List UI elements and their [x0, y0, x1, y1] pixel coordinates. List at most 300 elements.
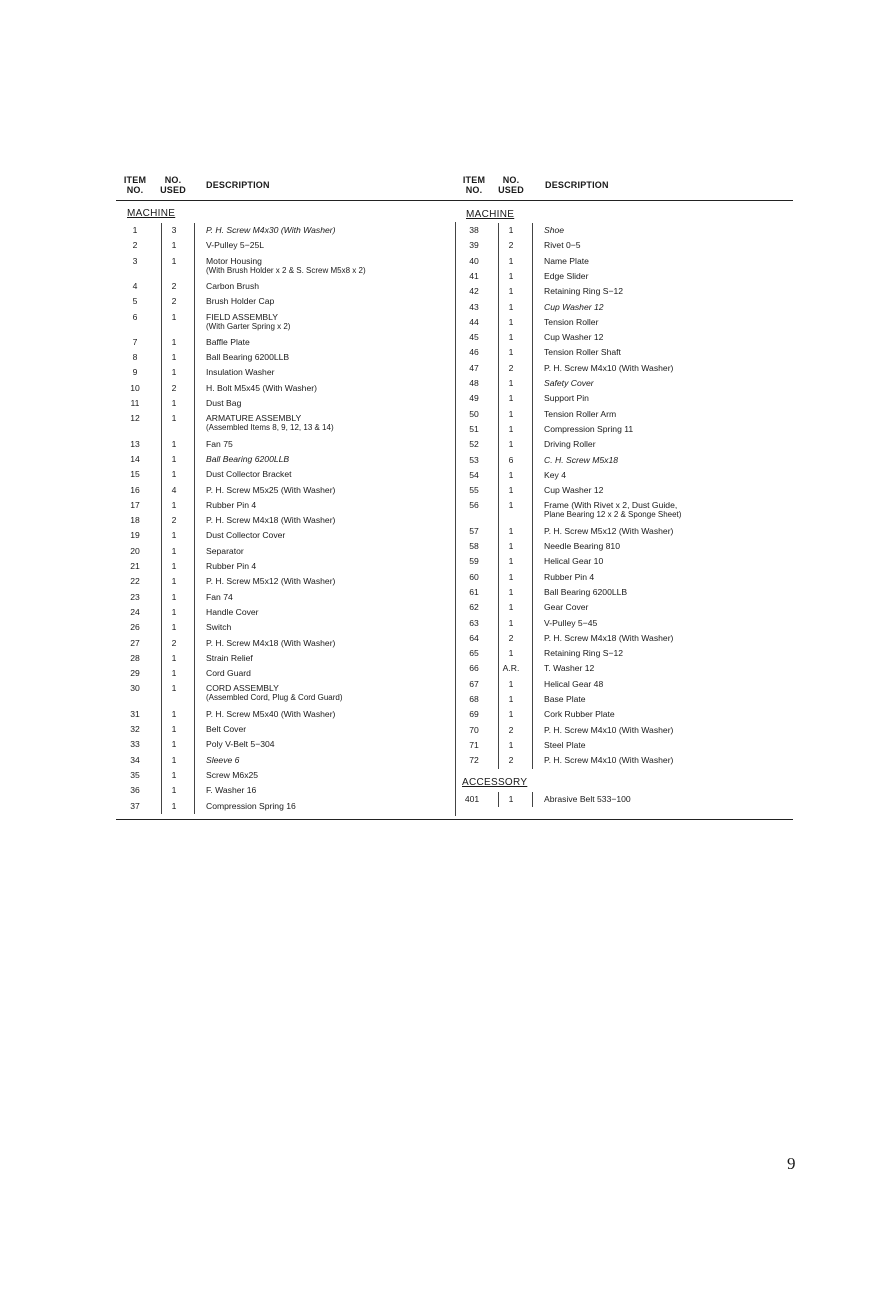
quantity-used: 1	[171, 240, 177, 251]
right-header-used	[494, 175, 528, 195]
table-row	[456, 317, 776, 327]
table-row	[117, 724, 437, 734]
part-description	[544, 725, 673, 735]
item-number: 32	[130, 724, 140, 734]
item-number: 51	[469, 423, 479, 434]
quantity-used: 1	[171, 785, 177, 796]
right-column-divider	[455, 222, 456, 816]
part-description	[544, 455, 618, 465]
item-number: 70	[469, 724, 479, 735]
quantity-used: 1	[171, 622, 177, 633]
description-subline: Plane Bearing 12 x 2 & Sponge Sheet)	[544, 510, 682, 520]
part-description	[544, 317, 598, 327]
quantity-used: 1	[171, 769, 177, 780]
table-row	[456, 271, 776, 281]
description-line: Sleeve 6	[206, 754, 240, 765]
description-line: Belt Cover	[206, 724, 247, 734]
description-line: Steel Plate	[544, 739, 586, 750]
quantity-used: 1	[171, 545, 177, 556]
item-number: 12	[130, 413, 140, 424]
item-number: 37	[130, 800, 140, 811]
quantity-used: 1	[508, 316, 514, 327]
quantity-used: 1	[171, 683, 177, 694]
quantity-used: 3	[171, 225, 177, 235]
item-number: 17	[130, 499, 140, 510]
description-line: Driving Roller	[544, 439, 596, 450]
description-line: Dust Collector Cover	[206, 530, 286, 541]
header-item-line2: NO.	[465, 185, 483, 195]
quantity-used: 1	[171, 606, 177, 617]
description-line: Tension Roller Shaft	[544, 347, 621, 358]
item-number: 14	[130, 453, 140, 464]
table-row	[456, 709, 776, 719]
item-number: 29	[130, 668, 140, 679]
item-number: 55	[469, 485, 479, 496]
item-number: 26	[130, 622, 140, 633]
table-row	[456, 526, 776, 536]
description-subline: (Assembled Items 8, 9, 12, 13 & 14)	[206, 423, 334, 433]
description-line: Brush Holder Cap	[206, 296, 275, 307]
table-row	[456, 332, 776, 342]
quantity-used: 1	[508, 678, 514, 689]
description-line: Fan 75	[206, 438, 233, 449]
part-description	[544, 393, 589, 403]
description-line: Screw M6x25	[206, 769, 259, 780]
quantity-used: 1	[508, 586, 514, 597]
description-line: Shoe	[544, 225, 565, 235]
header-item-line1: ITEM	[123, 175, 147, 185]
table-row	[456, 572, 776, 582]
table-row	[117, 622, 437, 632]
part-description	[544, 602, 588, 612]
item-number: 33	[130, 739, 140, 750]
quantity-used: 1	[171, 438, 177, 449]
table-row	[117, 546, 437, 556]
quantity-used: 1	[171, 469, 177, 480]
part-description	[544, 679, 603, 689]
table-row	[456, 302, 776, 312]
description-line: V-Pulley 5−45	[544, 617, 598, 628]
item-number: 8	[132, 352, 138, 363]
item-number: 16	[130, 484, 140, 495]
description-line: P. H. Screw M4x18 (With Washer)	[544, 632, 674, 643]
description-line: Switch	[206, 622, 232, 633]
table-row	[456, 541, 776, 551]
description-line: Ball Bearing 6200LLB	[206, 352, 290, 363]
quantity-used: 1	[508, 525, 514, 536]
description-line: CORD ASSEMBLY	[206, 683, 279, 694]
table-row	[456, 470, 776, 480]
item-number: 19	[130, 530, 140, 541]
description-line: Rubber Pin 4	[544, 571, 595, 582]
right-header-item	[457, 175, 491, 195]
table-row	[456, 455, 776, 465]
part-description	[544, 556, 603, 566]
description-line: Rivet 0−5	[544, 240, 581, 251]
part-description	[544, 302, 604, 312]
item-number: 2	[132, 240, 138, 251]
item-number: 72	[469, 755, 479, 766]
quantity-used: 1	[508, 648, 514, 659]
item-number: 60	[469, 571, 479, 582]
table-row	[456, 409, 776, 419]
item-number: 36	[130, 785, 140, 796]
description-line: Rubber Pin 4	[206, 561, 257, 571]
quantity-used: 1	[171, 561, 177, 571]
item-number: 57	[469, 525, 479, 536]
header-used-line1: NO.	[502, 175, 520, 185]
quantity-used: 1	[171, 530, 177, 541]
description-line: Tension Roller Arm	[544, 408, 617, 419]
description-line: Cup Washer 12	[544, 332, 604, 343]
quantity-used: 1	[508, 332, 514, 343]
description-line: H. Bolt M5x45 (With Washer)	[206, 382, 317, 393]
description-line: Cup Washer 12	[544, 301, 604, 312]
description-line: Compression Spring 16	[206, 800, 296, 811]
table-row	[117, 337, 437, 347]
description-line: ARMATURE ASSEMBLY	[206, 413, 302, 424]
part-description	[206, 500, 256, 510]
quantity-used: 2	[508, 755, 514, 766]
part-description	[544, 485, 603, 495]
description-line: P. H. Screw M4x10 (With Washer)	[544, 724, 674, 735]
item-number: 40	[469, 255, 479, 266]
quantity-used: 4	[171, 484, 177, 495]
item-number: 3	[132, 255, 138, 266]
item-number: 30	[130, 683, 140, 694]
item-number: 58	[469, 541, 479, 551]
part-description	[206, 281, 259, 291]
part-description	[206, 469, 292, 479]
table-row	[117, 367, 437, 377]
item-number: 67	[469, 678, 479, 689]
part-description	[206, 398, 241, 408]
item-number: 7	[132, 336, 138, 347]
item-number: 44	[469, 316, 479, 327]
part-description	[544, 663, 594, 673]
item-number: 24	[130, 606, 140, 617]
description-line: Retaining Ring S−12	[544, 648, 624, 659]
quantity-used: 2	[171, 280, 177, 291]
description-line: P. H. Screw M4x10 (With Washer)	[544, 362, 674, 373]
item-number: 13	[130, 438, 140, 449]
part-description	[206, 413, 334, 433]
item-number: 56	[469, 500, 479, 511]
left-section-machine: MACHINE	[127, 208, 176, 219]
part-description	[544, 709, 615, 719]
description-line: Cork Rubber Plate	[544, 709, 615, 720]
description-line: Gear Cover	[544, 602, 589, 613]
table-row	[456, 240, 776, 250]
part-description	[206, 352, 289, 362]
part-description	[544, 794, 631, 804]
table-row	[117, 281, 437, 291]
quantity-used: 1	[171, 708, 177, 719]
column-rule	[532, 223, 533, 769]
header-rule	[116, 200, 793, 201]
item-number: 38	[469, 225, 479, 235]
quantity-used: 1	[171, 453, 177, 464]
description-line: Poly V-Belt 5−304	[206, 739, 275, 750]
quantity-used: 2	[508, 362, 514, 373]
quantity-used: 1	[171, 724, 177, 734]
table-row	[117, 398, 437, 408]
part-description	[206, 668, 251, 678]
quantity-used: 2	[508, 240, 514, 251]
description-line: Cup Washer 12	[544, 485, 604, 496]
description-line: Base Plate	[544, 694, 586, 704]
description-line: Dust Collector Bracket	[206, 469, 292, 480]
description-line: Name Plate	[544, 255, 589, 266]
table-row	[456, 225, 776, 235]
item-number: 401	[464, 794, 480, 804]
item-number: 45	[469, 332, 479, 343]
table-row	[117, 576, 437, 586]
description-line: Motor Housing	[206, 255, 262, 266]
item-number: 49	[469, 393, 479, 404]
description-line: Cord Guard	[206, 668, 251, 679]
left-header-item	[118, 175, 152, 195]
table-row	[456, 679, 776, 689]
table-row	[456, 256, 776, 266]
description-line: C. H. Screw M5x18	[544, 454, 619, 465]
table-row	[456, 694, 776, 704]
header-item-line2: NO.	[126, 185, 144, 195]
page-number: 9	[787, 1154, 796, 1173]
table-row	[456, 347, 776, 357]
table-row	[456, 378, 776, 388]
item-number: 42	[469, 286, 479, 297]
table-row	[456, 740, 776, 750]
quantity-used: 1	[508, 500, 514, 511]
right-section-machine: MACHINE	[466, 209, 515, 220]
item-number: 20	[130, 545, 140, 556]
item-number: 34	[130, 754, 140, 765]
quantity-used: 2	[171, 637, 177, 648]
table-row	[456, 363, 776, 373]
table-row	[117, 469, 437, 479]
quantity-used: 1	[508, 347, 514, 358]
item-number: 15	[130, 469, 140, 480]
quantity-used: 1	[508, 541, 514, 551]
quantity-used: 1	[171, 499, 177, 510]
item-number: 69	[469, 709, 479, 720]
table-row	[456, 286, 776, 296]
quantity-used: 1	[508, 617, 514, 628]
part-description	[544, 755, 673, 765]
quantity-used: 1	[508, 423, 514, 434]
part-description	[544, 286, 623, 296]
quantity-used: A.R.	[502, 663, 520, 674]
header-used-line2: USED	[160, 185, 186, 195]
quantity-used: 1	[508, 393, 514, 404]
description-line: Dust Bag	[206, 398, 242, 408]
quantity-used: 1	[171, 668, 177, 679]
table-row	[454, 794, 774, 804]
table-row	[117, 755, 437, 765]
quantity-used: 1	[171, 367, 177, 378]
description-line: P. H. Screw M5x25 (With Washer)	[206, 484, 336, 495]
item-number: 46	[469, 347, 479, 358]
item-number: 41	[469, 270, 479, 281]
quantity-used: 1	[171, 311, 177, 322]
item-number: 47	[469, 362, 479, 373]
part-description	[206, 622, 231, 632]
item-number: 66	[469, 663, 479, 674]
description-line: P. H. Screw M4x30 (With Washer)	[206, 225, 336, 235]
table-row	[117, 683, 437, 703]
quantity-used: 2	[171, 382, 177, 393]
table-row	[117, 561, 437, 571]
part-description	[544, 648, 623, 658]
table-row	[456, 439, 776, 449]
description-line: Carbon Brush	[206, 280, 260, 291]
item-number: 48	[469, 378, 479, 388]
quantity-used: 1	[508, 709, 514, 720]
item-number: 65	[469, 648, 479, 659]
quantity-used: 1	[171, 413, 177, 424]
part-description	[544, 633, 673, 643]
table-row	[117, 225, 437, 235]
quantity-used: 1	[508, 469, 514, 480]
quantity-used: 1	[508, 270, 514, 281]
part-description	[544, 470, 566, 480]
description-line: Abrasive Belt 533−100	[544, 794, 631, 804]
item-number: 62	[469, 602, 479, 613]
part-description	[206, 683, 343, 703]
table-row	[117, 515, 437, 525]
quantity-used: 1	[508, 694, 514, 704]
table-row	[117, 439, 437, 449]
quantity-used: 2	[171, 515, 177, 526]
table-row	[117, 592, 437, 602]
part-description	[206, 225, 336, 235]
part-description	[206, 256, 366, 276]
description-line: Safety Cover	[544, 378, 594, 388]
item-number: 4	[132, 280, 138, 291]
left-header-used	[156, 175, 190, 195]
part-description	[206, 312, 290, 332]
table-row	[117, 413, 437, 433]
quantity-used: 1	[171, 739, 177, 750]
quantity-used: 1	[508, 556, 514, 567]
item-number: 59	[469, 556, 479, 567]
quantity-used: 1	[508, 571, 514, 582]
quantity-used: 1	[171, 652, 177, 663]
part-description	[206, 367, 274, 377]
quantity-used: 1	[508, 408, 514, 419]
part-description	[544, 541, 620, 551]
table-row	[456, 633, 776, 643]
table-row	[456, 618, 776, 628]
table-row	[117, 709, 437, 719]
part-description	[544, 618, 597, 628]
table-row	[117, 668, 437, 678]
table-row	[117, 607, 437, 617]
item-number: 53	[469, 454, 479, 465]
header-used-line1: NO.	[164, 175, 182, 185]
table-row	[117, 296, 437, 306]
description-line: Helical Gear 10	[544, 556, 604, 567]
quantity-used: 1	[171, 255, 177, 266]
quantity-used: 1	[508, 286, 514, 297]
description-line: Frame (With Rivet x 2, Dust Guide,	[544, 500, 678, 511]
part-description	[544, 363, 673, 373]
table-row	[456, 424, 776, 434]
table-row	[117, 240, 437, 250]
description-line: P. H. Screw M5x12 (With Washer)	[544, 525, 674, 536]
item-number: 5	[132, 296, 138, 307]
table-row	[456, 648, 776, 658]
part-description	[206, 561, 256, 571]
part-description	[544, 256, 589, 266]
item-number: 43	[469, 301, 479, 312]
item-number: 11	[130, 398, 140, 408]
item-number: 1	[132, 225, 138, 235]
table-row	[117, 500, 437, 510]
part-description	[544, 740, 586, 750]
part-description	[206, 801, 296, 811]
description-line: P. H. Screw M5x40 (With Washer)	[206, 708, 336, 719]
part-description	[206, 607, 259, 617]
quantity-used: 1	[171, 754, 177, 765]
quantity-used: 1	[508, 602, 514, 613]
description-line: Insulation Washer	[206, 367, 275, 378]
part-description	[544, 526, 673, 536]
item-number: 18	[130, 515, 140, 526]
quantity-used: 1	[508, 439, 514, 450]
description-line: FIELD ASSEMBLY	[206, 311, 278, 322]
description-line: Support Pin	[544, 393, 589, 404]
item-number: 68	[469, 694, 479, 704]
part-description	[206, 454, 289, 464]
column-rule	[532, 792, 533, 807]
description-line: Needle Bearing 810	[544, 541, 620, 551]
description-line: P. H. Screw M4x10 (With Washer)	[544, 755, 674, 766]
description-line: Ball Bearing 6200LLB	[206, 453, 290, 464]
quantity-used: 1	[171, 398, 177, 408]
description-subline: (With Garter Spring x 2)	[206, 321, 291, 331]
description-line: P. H. Screw M4x18 (With Washer)	[206, 637, 336, 648]
part-description	[206, 439, 233, 449]
table-row	[456, 755, 776, 765]
table-row	[117, 770, 437, 780]
table-row	[117, 256, 437, 276]
table-row	[117, 352, 437, 362]
part-description	[544, 347, 621, 357]
part-description	[544, 694, 586, 704]
item-number: 23	[130, 591, 140, 602]
description-subline: (With Brush Holder x 2 & S. Screw M5x8 x 2)	[206, 265, 366, 275]
footer-rule	[116, 819, 793, 820]
description-line: P. H. Screw M4x18 (With Washer)	[206, 515, 336, 526]
quantity-used: 1	[508, 225, 514, 235]
item-number: 64	[469, 632, 479, 643]
part-description	[206, 296, 274, 306]
part-description	[544, 439, 596, 449]
quantity-used: 2	[171, 296, 177, 307]
table-row	[456, 485, 776, 495]
table-row	[117, 485, 437, 495]
part-description	[206, 785, 256, 795]
item-number: 28	[130, 652, 140, 663]
quantity-used: 2	[508, 724, 514, 735]
quantity-used: 1	[171, 576, 177, 587]
description-line: Rubber Pin 4	[206, 499, 257, 510]
quantity-used: 1	[508, 739, 514, 750]
table-row	[456, 663, 776, 673]
description-line: Edge Slider	[544, 270, 589, 281]
